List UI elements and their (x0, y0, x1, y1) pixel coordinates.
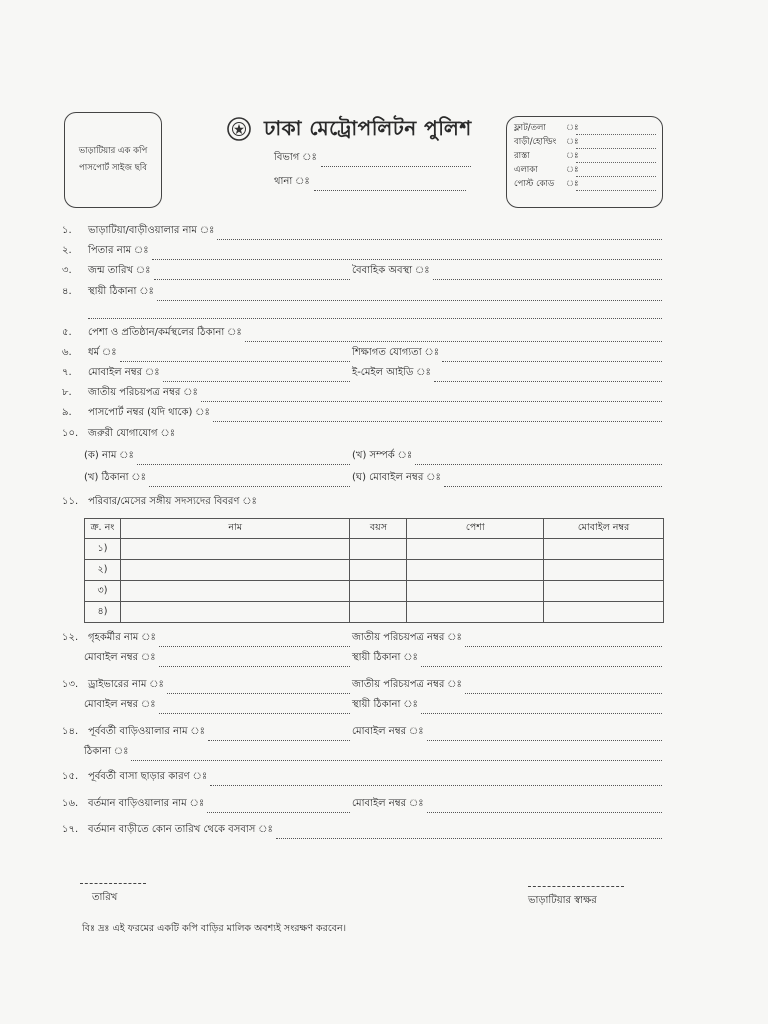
field-birth-date[interactable]: ৩. জন্ম তারিখ ঃ (62, 266, 350, 280)
field-leaving-reason[interactable]: ১৫. পূর্ববর্তী বাসা ছাড়ার কারণ ঃ (62, 772, 662, 786)
field-permanent-address[interactable]: ৪. স্থায়ী ঠিকানা ঃ (62, 287, 662, 301)
cell-occupation[interactable] (407, 581, 544, 602)
row-serial: ৪) (85, 602, 121, 623)
page-title: ঢাকা মেট্রোপলিটন পুলিশ (264, 116, 472, 140)
cell-occupation[interactable] (407, 602, 544, 623)
address-box (506, 116, 663, 208)
field-emergency-name[interactable]: (ক) নাম ঃ (84, 451, 350, 465)
table-row (85, 560, 664, 581)
cell-occupation[interactable] (407, 539, 544, 560)
cell-age[interactable] (350, 581, 407, 602)
tenant-signature-label: ভাড়াটিয়ার স্বাক্ষর (528, 895, 597, 906)
table-row (85, 539, 664, 560)
permanent-address-line-2[interactable] (88, 318, 662, 319)
field-emergency-relation[interactable]: (খ) সম্পর্ক ঃ (352, 451, 662, 465)
cell-name[interactable] (120, 560, 350, 581)
cell-name[interactable] (120, 602, 350, 623)
col-serial: ক্র. নং (85, 519, 121, 539)
police-emblem-icon (226, 116, 252, 142)
members-table (84, 518, 664, 623)
cell-mobile[interactable] (544, 602, 664, 623)
field-previous-landlord-address[interactable]: ঠিকানা ঃ (84, 747, 662, 761)
tenant-signature-block[interactable] (528, 886, 624, 910)
cell-name[interactable] (120, 539, 350, 560)
address-row-area[interactable]: এলাকা ঃ (514, 163, 656, 177)
field-passport-number[interactable]: ৯. পাসপোর্ট নম্বর (যদি থাকে) ঃ (62, 408, 662, 422)
emergency-contact-heading: ১০. জরুরী যোগাযোগ ঃ (62, 428, 176, 439)
field-emergency-address[interactable]: (খ) ঠিকানা ঃ (84, 473, 350, 487)
cell-occupation[interactable] (407, 560, 544, 581)
address-row-postcode[interactable]: পোস্ট কোড ঃ (514, 177, 656, 191)
field-housemaid-nid[interactable]: জাতীয় পরিচয়পত্র নম্বর ঃ (352, 633, 662, 647)
field-housemaid-address[interactable]: স্থায়ী ঠিকানা ঃ (352, 653, 662, 667)
field-housemaid-mobile[interactable]: মোবাইল নম্বর ঃ (84, 653, 350, 667)
cell-mobile[interactable] (544, 560, 664, 581)
col-mobile: মোবাইল নম্বর (544, 519, 664, 539)
address-row-flat[interactable]: ফ্লাট/তলা ঃ (514, 121, 656, 135)
field-education[interactable]: শিক্ষাগত যোগ্যতা ঃ (352, 348, 662, 362)
field-previous-landlord-mobile[interactable]: মোবাইল নম্বর ঃ (352, 727, 662, 741)
field-occupation-workplace[interactable]: ৫. পেশা ও প্রতিষ্ঠান/কর্মস্থলের ঠিকানা ঃ (62, 328, 662, 342)
footnote: বিঃ দ্রঃ এই ফরমের একটি কপি বাড়ির মালিক অবশ্যই সংরক্ষণ করবেন। (82, 923, 347, 934)
field-current-landlord-mobile[interactable]: মোবাইল নম্বর ঃ (352, 799, 662, 813)
photo-box-text: ভাড়াটিয়ার এক কপি পাসপোর্ট সাইজ ছবি (78, 146, 148, 173)
field-previous-landlord-name[interactable]: ১৪. পূর্ববর্তী বাড়িওয়ালার নাম ঃ (62, 727, 350, 741)
field-emergency-mobile[interactable]: (ঘ) মোবাইল নম্বর ঃ (352, 473, 662, 487)
table-header-row (85, 519, 664, 539)
col-occupation: পেশা (407, 519, 544, 539)
cell-age[interactable] (350, 602, 407, 623)
address-row-road[interactable]: রাস্তা ঃ (514, 149, 656, 163)
field-driver-mobile[interactable]: মোবাইল নম্বর ঃ (84, 700, 350, 714)
field-marital-status[interactable]: বৈবাহিক অবস্থা ঃ (352, 266, 662, 280)
date-signature-block[interactable] (80, 883, 146, 907)
row-serial: ১) (85, 539, 121, 560)
field-residence-start-date[interactable]: ১৭. বর্তমান বাড়ীতে কোন তারিখ থেকে বসবাস ঃ (62, 825, 662, 839)
table-row (85, 581, 664, 602)
row-serial: ২) (85, 560, 121, 581)
cell-name[interactable] (120, 581, 350, 602)
members-heading: ১১. পরিবার/মেসের সঙ্গীয় সদস্যদের বিবরণ ঃ (62, 496, 257, 507)
cell-mobile[interactable] (544, 539, 664, 560)
field-tenant-name[interactable]: ১. ভাড়াটিয়া/বাড়ীওয়ালার নাম ঃ (62, 226, 662, 240)
field-religion[interactable]: ৬. ধর্ম ঃ (62, 348, 350, 362)
division-field[interactable]: বিভাগ ঃ (274, 150, 471, 167)
col-age: বয়স (350, 519, 407, 539)
col-name: নাম (120, 519, 350, 539)
field-driver-nid[interactable]: জাতীয় পরিচয়পত্র নম্বর ঃ (352, 680, 662, 694)
field-email[interactable]: ই-মেইল আইডি ঃ (352, 368, 662, 382)
field-housemaid-name[interactable]: ১২. গৃহকর্মীর নাম ঃ (62, 633, 350, 647)
field-national-id[interactable]: ৮. জাতীয় পরিচয়পত্র নম্বর ঃ (62, 388, 662, 402)
cell-age[interactable] (350, 560, 407, 581)
address-row-holding[interactable]: বাড়ী/হোল্ডিং ঃ (514, 135, 656, 149)
row-serial: ৩) (85, 581, 121, 602)
thana-field[interactable]: থানা ঃ (274, 174, 466, 191)
passport-photo-box (64, 112, 162, 208)
date-label: তারিখ (92, 892, 118, 903)
field-driver-name[interactable]: ১৩. ড্রাইভারের নাম ঃ (62, 680, 350, 694)
field-mobile[interactable]: ৭. মোবাইল নম্বর ঃ (62, 368, 350, 382)
field-driver-address[interactable]: স্থায়ী ঠিকানা ঃ (352, 700, 662, 714)
cell-mobile[interactable] (544, 581, 664, 602)
field-father-name[interactable]: ২. পিতার নাম ঃ (62, 246, 662, 260)
cell-age[interactable] (350, 539, 407, 560)
field-current-landlord-name[interactable]: ১৬. বর্তমান বাড়িওয়ালার নাম ঃ (62, 799, 350, 813)
table-row (85, 602, 664, 623)
